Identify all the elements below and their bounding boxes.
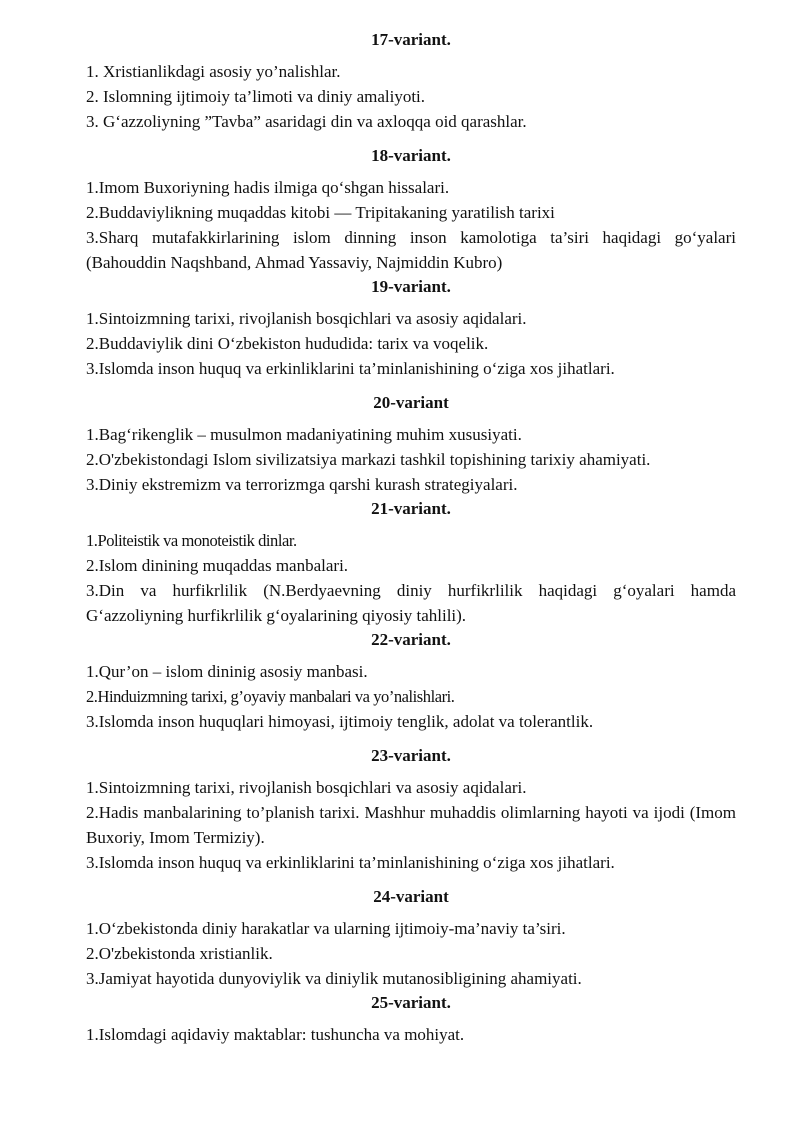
list-item: 1.O‘zbekistonda diniy harakatlar va ularning ijtimoiy-ma’naviy ta’siri. [86,919,566,938]
variant-title: 22-variant. [371,630,451,649]
variant-19 [86,275,736,381]
variant-title: 17-variant. [371,30,451,49]
list-item: 3.Din va hurfikrlilik (N.Berdyaevning diniy hurfikrlilik haqidagi g‘oyalari hamda G‘azzoliyning hurfikrlilik g‘oyalarining qiyosiy tahlili). [86,581,736,625]
variant-20 [86,391,736,497]
list-item: 2.O'zbekistonda xristianlik. [86,944,273,963]
list-item: 1.Politeistik va monoteistik dinlar. [86,531,297,550]
list-item: 1. Xristianlikdagi asosiy yo’nalishlar. [86,62,341,81]
list-item: 2.Islom dinining muqaddas manbalari. [86,556,349,575]
list-item: 1.Sintoizmning tarixi, rivojlanish bosqichlari va asosiy aqidalari. [86,309,527,328]
list-item: 2.Hinduizmning tarixi, g’oyaviy manbalari va yo’nalishlari. [86,687,455,706]
list-item: 2. Islomning ijtimoiy ta’limoti va diniy amaliyoti. [86,87,426,106]
variant-18 [86,144,736,275]
list-item: 3. G‘azzoliyning ”Tavba” asaridagi din va axloqqa oid qarashlar. [86,112,527,131]
variant-24 [86,885,736,991]
list-item: 2.Buddaviylikning muqaddas kitobi — Tripitakaning yaratilish tarixi [86,203,555,222]
variant-21 [86,497,736,628]
list-item: 1.Imom Buxoriyning hadis ilmiga qo‘shgan hissalari. [86,178,450,197]
variant-25 [86,991,736,1047]
variant-title: 25-variant. [371,993,451,1012]
list-item: 3.Jamiyat hayotida dunyoviylik va diniylik mutanosibligining ahamiyati. [86,969,582,988]
variant-title: 21-variant. [371,499,451,518]
variant-title: 19-variant. [371,277,451,296]
list-item: 1.Qur’on – islom dininig asosiy manbasi. [86,662,368,681]
list-item: 3.Diniy ekstremizm va terrorizmga qarshi kurash strategiyalari. [86,475,518,494]
variant-title: 18-variant. [371,146,451,165]
variant-title: 20-variant [373,393,449,412]
list-item: 1.Islomdagi aqidaviy maktablar: tushuncha va mohiyat. [86,1025,465,1044]
list-item: 3.Islomda inson huquq va erkinliklarini ta’minlanishining o‘ziga xos jihatlari. [86,853,615,872]
variant-title: 24-variant [373,887,449,906]
list-item: 3.Sharq mutafakkirlarining islom dinning inson kamolotiga ta’siri haqidagi go‘yalari (Bahouddin Naqshband, Ahmad Yassaviy, Najmiddin Kubro) [86,228,736,272]
list-item: 3.Islomda inson huquq va erkinliklarini ta’minlanishining o‘ziga xos jihatlari. [86,359,615,378]
list-item: 2.O'zbekistondagi Islom sivilizatsiya markazi tashkil topishining tarixiy ahamiyati. [86,450,651,469]
document-page [86,28,736,1047]
list-item: 3.Islomda inson huquqlari himoyasi, ijtimoiy tenglik, adolat va tolerantlik. [86,712,594,731]
variant-23 [86,744,736,875]
list-item: 1.Bag‘rikenglik – musulmon madaniyatining muhim xususiyati. [86,425,522,444]
list-item: 1.Sintoizmning tarixi, rivojlanish bosqichlari va asosiy aqidalari. [86,778,527,797]
list-item: 2.Buddaviylik dini O‘zbekiston hududida: tarix va voqelik. [86,334,489,353]
variant-title: 23-variant. [371,746,451,765]
list-item: 2.Hadis manbalarining to’planish tarixi. Mashhur muhaddis olimlarning hayoti va ijodi (Imom Buxoriy, Imom Termiziy). [86,803,736,847]
variant-17 [86,28,736,134]
variant-22 [86,628,736,734]
